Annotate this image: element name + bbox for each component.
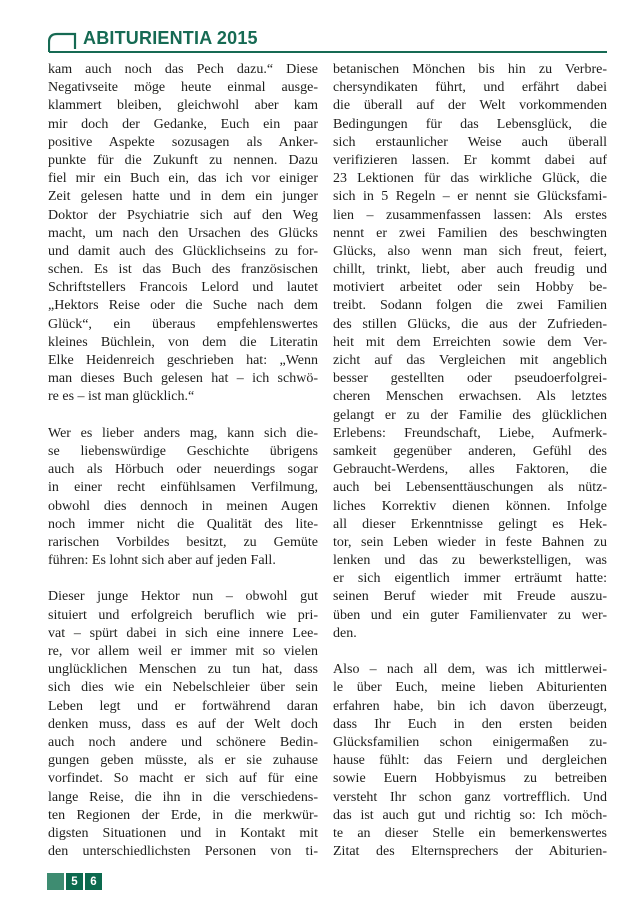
text-line: Glück“, ein überaus empfehlenswertes bbox=[48, 316, 318, 332]
text-line: schen. Es ist das Buch des französischen bbox=[48, 262, 318, 278]
text-line: le über Euch, meine lieben Abiturienten bbox=[333, 680, 607, 696]
text-line: digsten Situationen und in Kontakt mit bbox=[48, 825, 318, 841]
text-line: erfahren habe, bin ich davon überzeugt, bbox=[333, 698, 607, 714]
text-line: sich dies wie ein Nebelschleier über sein bbox=[48, 680, 318, 696]
text-line: unglücklichen Menschen zu tun hat, dass bbox=[48, 662, 318, 678]
text-line: üben und ein guter Familienvater zu wer- bbox=[333, 607, 607, 623]
text-line: kleines Büchlein, von dem die Literatin bbox=[48, 334, 318, 350]
text-line: Wer es lieber anders mag, kann sich die- bbox=[48, 425, 318, 441]
text-line: cheren Menschen erwachsen. Als letztes bbox=[333, 389, 607, 405]
page-header bbox=[48, 0, 608, 56]
text-line: sowie Euern Hobbyismus zu betreiben bbox=[333, 771, 607, 787]
text-line: und damit auch des Glücklichseins zu for- bbox=[48, 243, 318, 259]
text-line: auch noch andere und schönere Bedin- bbox=[48, 734, 318, 750]
text-line: betanischen Mönchen bis hin zu Verbre- bbox=[333, 62, 607, 77]
text-line: klammert bleiben, gleichwohl aber kam bbox=[48, 98, 318, 114]
text-column-right bbox=[333, 61, 607, 861]
page-number-left: 5 bbox=[66, 873, 83, 890]
text-line: gungen geben müsste, als er sie zuhause bbox=[48, 753, 318, 769]
text-line: hause fühlt: das Feiern und dergleichen bbox=[333, 753, 607, 769]
page-number-right: 6 bbox=[85, 873, 102, 890]
text-line: sich in 5 Regeln – er nennt sie Glücksfami- bbox=[333, 189, 607, 205]
text-line: denken muss, dass es auf der Welt doch bbox=[48, 716, 318, 732]
text-line: lien – zusammenfassen lassen: Als erstes bbox=[333, 207, 607, 223]
text-line: fiel mir ein Buch ein, das ich vor einiger bbox=[48, 171, 318, 187]
text-line: obwohl dies dennoch in meinen Augen bbox=[48, 498, 318, 514]
text-line: te an dieser Stelle ein bemerkenswertes bbox=[333, 825, 607, 841]
text-line: das ist auch gut und richtig so: Ich möch- bbox=[333, 807, 607, 823]
text-line: macht, um nach den Ursachen des Glücks bbox=[48, 225, 318, 241]
text-line: man dieses Buch gelesen hat – ich schwö- bbox=[48, 371, 318, 387]
text-line: führen: Es lohnt sich aber auf jeden Fall. bbox=[48, 553, 276, 569]
text-line: Schriftstellers Francois Lelord und lautet bbox=[48, 280, 318, 296]
text-line: Negativseite möge heute einmal ausge- bbox=[48, 80, 318, 96]
text-line: Glücks, also wenn man sich freut, feiert, bbox=[333, 243, 607, 259]
text-line: motiviert arbeitet oder sein Hobby be- bbox=[333, 280, 607, 296]
text-line: positive Aspekte sozusagen als Anker- bbox=[48, 134, 318, 150]
text-line: Doktor der Psychiatrie sich auf den Weg bbox=[48, 207, 318, 223]
text-line: 23 Lektionen für das wirkliche Glück, die bbox=[333, 171, 607, 187]
text-line: samkeit gegenüber anderen, Gefühl des bbox=[333, 443, 607, 459]
text-line: des stillen Glücks, die aus der Zufrieden- bbox=[333, 316, 607, 332]
article-body bbox=[48, 61, 607, 861]
text-line: Zeit gelesen hatte und in dem ein junger bbox=[48, 189, 318, 205]
text-line: Glücksfamilien schon einigermaßen zu- bbox=[333, 734, 607, 750]
text-line: versteht Ihr schon ganz vortrefflich. Und bbox=[333, 789, 607, 805]
text-line: Gebraucht-Werdens, alles Faktoren, die bbox=[333, 462, 607, 478]
text-line: auch bei Lebensenttäuschungen als nütz- bbox=[333, 480, 607, 496]
text-line: chillt, trinkt, liebt, aber auch freudig und bbox=[333, 262, 607, 278]
text-line: lenken und das zu bewerkstelligen, was bbox=[333, 553, 607, 569]
text-line: re, vor allem weil er immer mit so vielen bbox=[48, 644, 318, 659]
paragraph bbox=[48, 61, 318, 407]
paragraph bbox=[48, 588, 318, 861]
text-line: situiert und erfolgreich beruflich wie pri- bbox=[48, 607, 318, 623]
text-line: ten Regionen der Erde, in die merkwür- bbox=[48, 807, 318, 823]
text-line: zicht auf das Vergleichen mit angeblich bbox=[333, 353, 607, 368]
text-line: mir doch der Gedanke, Euch ein paar bbox=[48, 116, 318, 132]
paragraph bbox=[333, 661, 607, 861]
text-line: all dieser Erkenntnisse gelingt es Hek- bbox=[333, 516, 607, 532]
text-line: kam auch noch das Pech dazu.“ Diese bbox=[48, 62, 318, 77]
text-line: den unterschiedlichsten Personen von ti- bbox=[48, 844, 318, 860]
text-line: tor, sein Leben wieder in feste Bahnen zu bbox=[333, 534, 607, 550]
paragraph bbox=[333, 61, 607, 643]
text-line: vorfindet. So macht er sich auf für eine bbox=[48, 771, 318, 787]
text-line: lange Reise, die ihn in die verschiedens- bbox=[48, 789, 318, 805]
text-line: die überall auf der Welt vorkommenden bbox=[333, 98, 607, 114]
text-line: Elke Heidenreich geschrieben hat: „Wenn bbox=[48, 353, 318, 368]
text-line: Bedingungen für das Lebensglück, die bbox=[333, 116, 607, 132]
text-line: gelangt er zu der Familie des glücklichen bbox=[333, 407, 607, 423]
footer-pagebar bbox=[47, 873, 102, 890]
text-line: besser gestellten oder pseudoerfolgrei- bbox=[333, 371, 607, 387]
text-line: sich erstaunlicher Weise auch überall bbox=[333, 134, 607, 150]
text-line: Zitat des Elternsprechers der Abiturien- bbox=[333, 844, 607, 860]
page-title: ABITURIENTIA 2015 bbox=[83, 28, 258, 48]
text-line: Dieser junge Hektor nun – obwohl gut bbox=[48, 589, 318, 605]
text-line: „Hektors Reise oder die Suche nach dem bbox=[48, 298, 318, 314]
text-line: er sich eigentlich immer erträumt hatte: bbox=[333, 571, 607, 587]
text-line: nennt er zwei Familien des beschwingten bbox=[333, 225, 607, 241]
text-line: rarischen Vorbildes besitzt, zu Gemüte bbox=[48, 534, 318, 550]
text-line: seinen Beruf wieder mit Freude auszu- bbox=[333, 589, 607, 605]
text-line: Erlebens: Freundschaft, Liebe, Aufmerk- bbox=[333, 425, 607, 441]
text-line: verifizieren lassen. Er kommt dabei auf bbox=[333, 152, 607, 168]
text-line: noch immer nicht die Qualität des lite- bbox=[48, 516, 318, 532]
text-line: se liebenswürdige Geschichte übrigens bbox=[48, 443, 318, 459]
text-line: in einer recht einfühlsamen Verfilmung, bbox=[48, 480, 318, 496]
text-line: vat – spürt dabei in sich eine innere Lee- bbox=[48, 625, 318, 641]
text-line: liches Korrektiv dienen können. Infolge bbox=[333, 498, 607, 514]
text-column-left bbox=[48, 61, 318, 861]
text-line: heit mit dem Erreichten sowie dem Ver- bbox=[333, 334, 607, 350]
text-line: re es – ist man glücklich.“ bbox=[48, 389, 195, 405]
text-line: dass Ihr Euch in den ersten beiden bbox=[333, 716, 607, 732]
text-line: Leben legt und er fortwährend daran bbox=[48, 698, 318, 714]
text-line: treibt. Sodann folgen die zwei Familien bbox=[333, 298, 607, 314]
text-line: Also – nach all dem, was ich mittlerwei- bbox=[333, 662, 607, 678]
text-line: den. bbox=[333, 625, 357, 641]
paragraph bbox=[48, 425, 318, 571]
text-line: auch als Hörbuch oder neuerdings sogar bbox=[48, 462, 318, 478]
text-line: punkte für die Zukunft zu nennen. Dazu bbox=[48, 152, 318, 168]
footer-marker-box bbox=[47, 873, 64, 890]
text-line: chersyndikaten führt, und erfährt dabei bbox=[333, 80, 607, 96]
